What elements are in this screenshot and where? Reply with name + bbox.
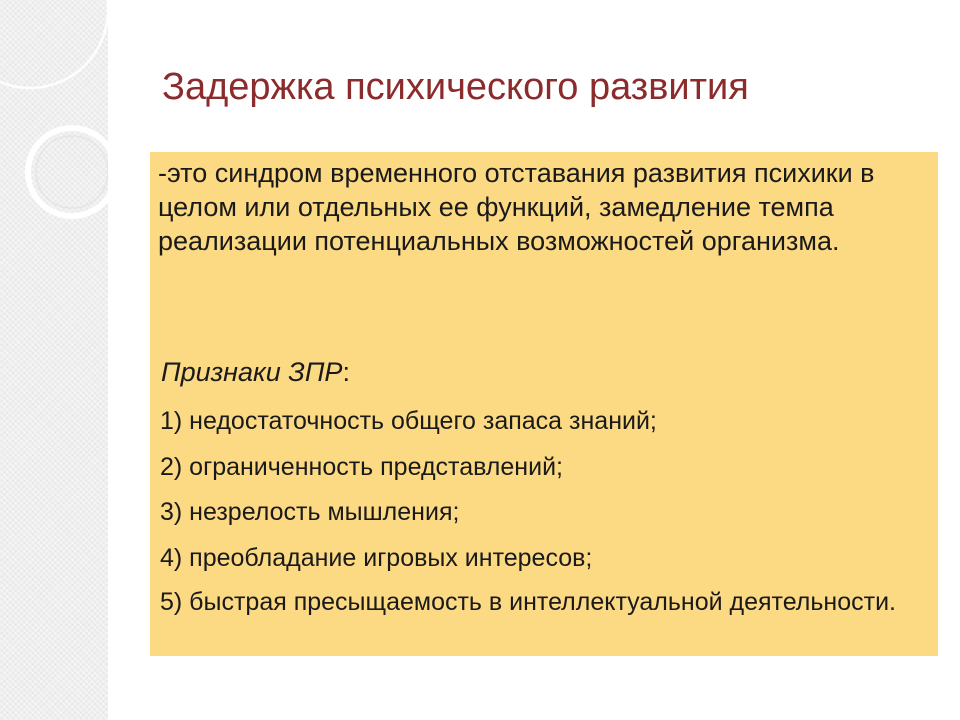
signs-heading-label: Признаки ЗПР [161, 357, 343, 387]
sign-item: 3) незрелость мышления; [160, 498, 460, 526]
sign-item: 5) быстрая пресыщаемость в интеллектуальной деятельности. [160, 588, 896, 616]
sign-item: 1) недостаточность общего запаса знаний; [160, 407, 657, 435]
slide-title: Задержка психического развития [162, 66, 749, 108]
sign-item: 4) преобладание игровых интересов; [160, 544, 593, 572]
content-box [150, 152, 938, 656]
definition-text: -это синдром временного отставания развития психики в целом или отдельных ее функций, замедление темпа реализации потенциальных возможностей организма. [158, 158, 875, 256]
sign-item: 2) ограниченность представлений; [160, 453, 563, 481]
decorative-rings-graphic [0, 0, 108, 720]
decorative-side-strip [0, 0, 108, 720]
signs-heading-colon: : [342, 357, 350, 387]
signs-heading [161, 355, 350, 389]
